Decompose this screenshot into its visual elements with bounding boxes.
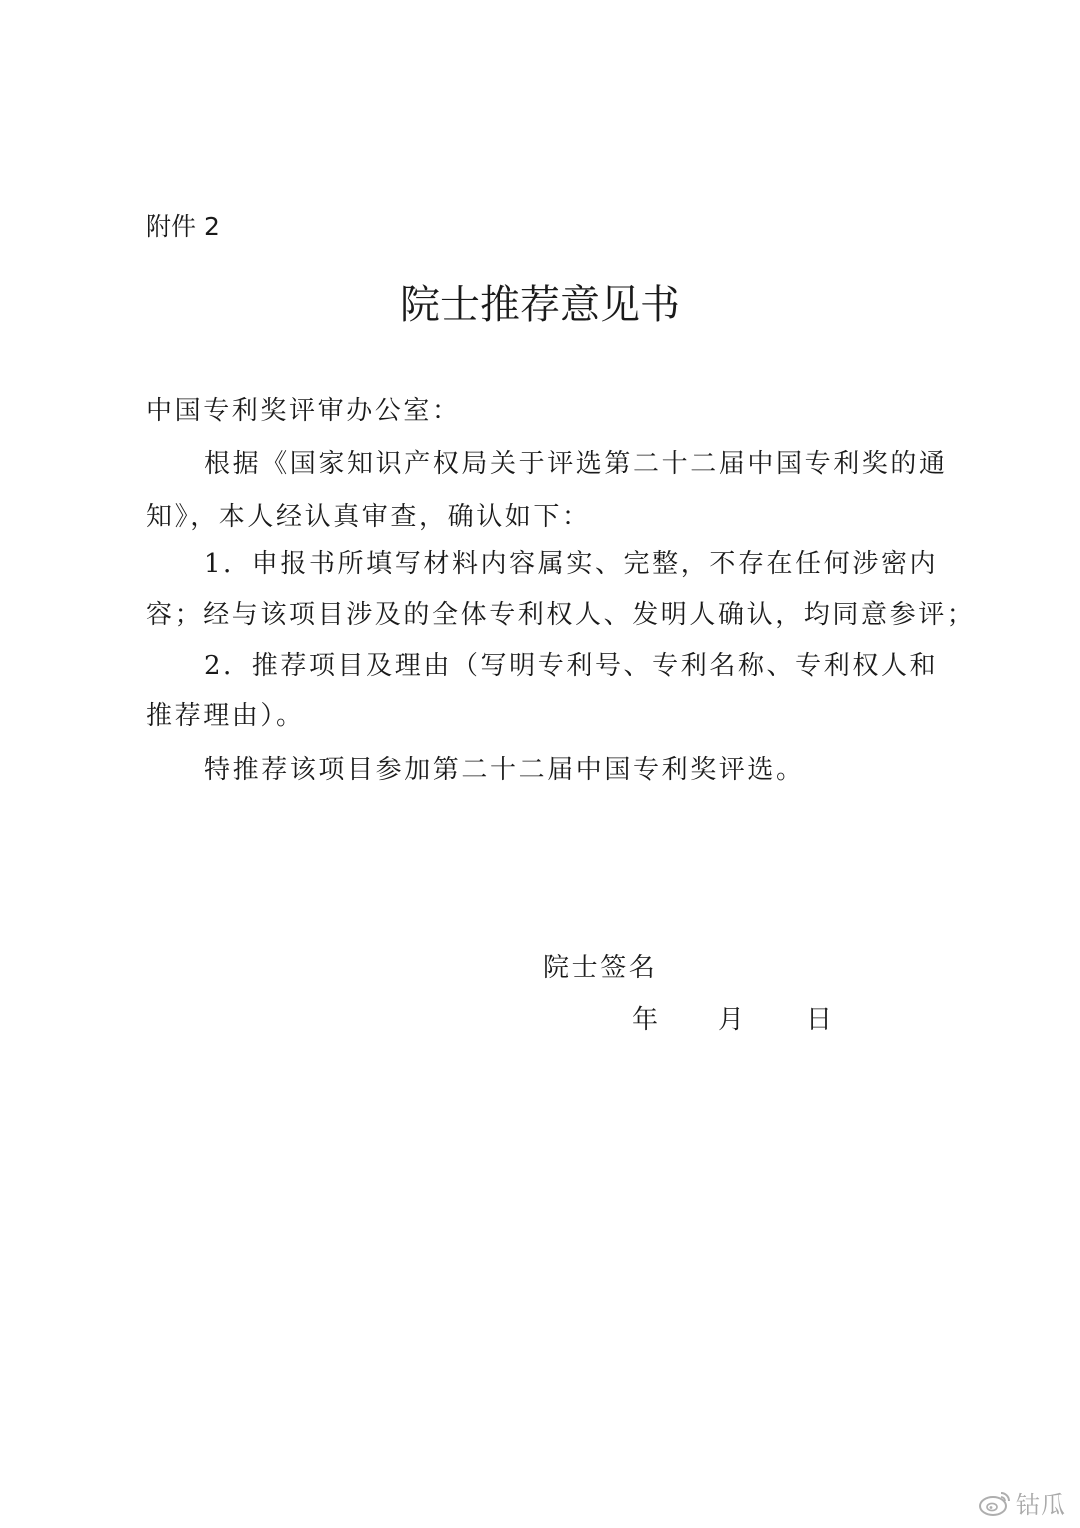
watermark	[978, 1488, 1066, 1522]
date-month-label: 月	[718, 1005, 745, 1035]
paragraph-2-line-1: 1．申报书所填写材料内容属实、完整，不存在任何涉密内	[204, 549, 939, 579]
paragraph-2-line-2: 容；经与该项目涉及的全体专利权人、发明人确认，均同意参评；	[146, 600, 976, 630]
paragraph-4-line-1: 特推荐该项目参加第二十二届中国专利奖评选。	[204, 755, 805, 785]
paragraph-3-line-1: 2．推荐项目及理由（写明专利号、专利名称、专利权人和	[204, 651, 939, 681]
page-title: 院士推荐意见书	[400, 282, 680, 328]
paragraph-3-line-2: 推荐理由）。	[146, 701, 305, 731]
paragraph-1-line-2: 知》，本人经认真审查，确认如下：	[146, 502, 591, 532]
date-year-label: 年	[632, 1005, 659, 1035]
salutation: 中国专利奖评审办公室：	[146, 396, 461, 426]
date-day-label: 日	[806, 1005, 833, 1035]
attachment-label: 附件 2	[146, 212, 220, 241]
watermark-text: 钴瓜	[1016, 1491, 1066, 1519]
weibo-icon	[978, 1489, 1012, 1521]
signature-label: 院士签名	[543, 953, 658, 983]
paragraph-1-line-1: 根据《国家知识产权局关于评选第二十二届中国专利奖的通	[204, 449, 948, 479]
